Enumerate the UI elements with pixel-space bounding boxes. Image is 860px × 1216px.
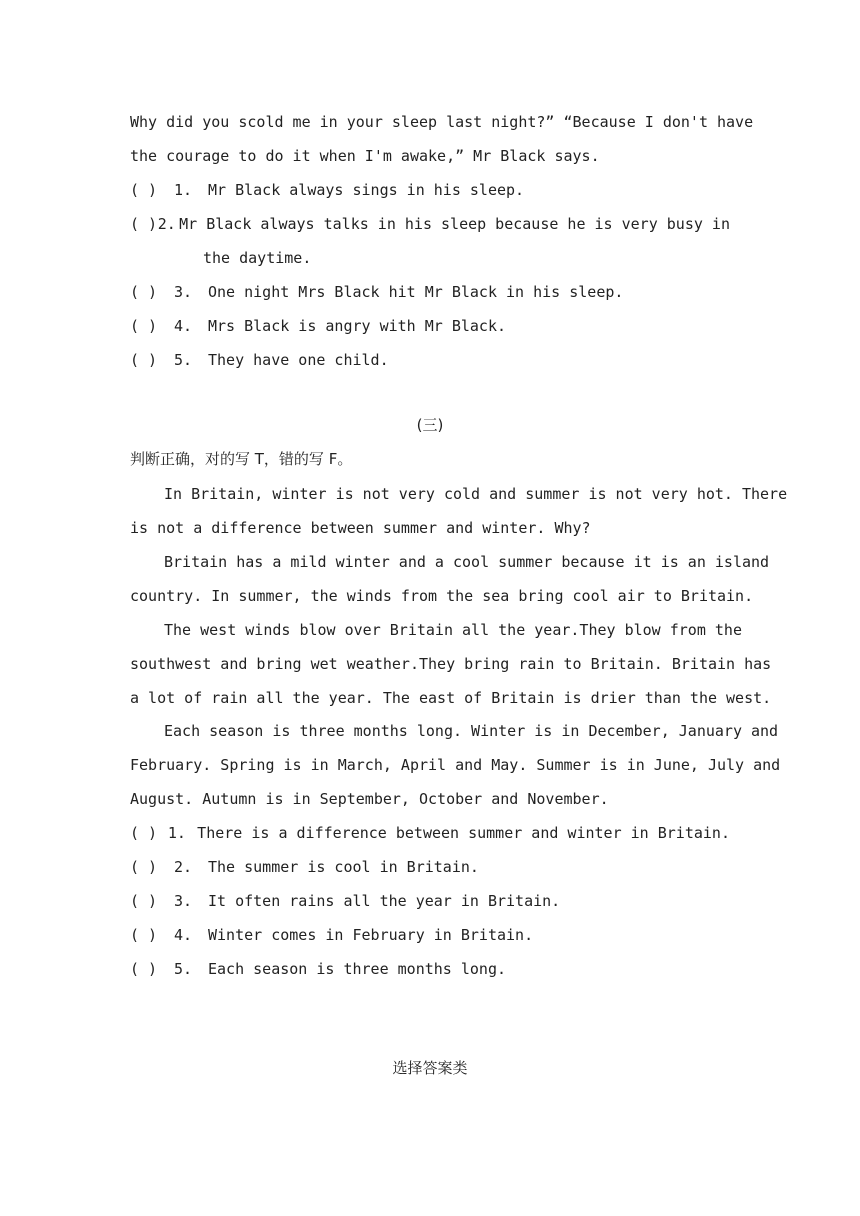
question-number: 3. [174, 892, 193, 910]
question-number: 2. [174, 858, 193, 876]
question-text: Each season is three months long. [208, 960, 507, 978]
section-heading: (三) [416, 416, 444, 434]
answer-bracket[interactable]: ( ) [130, 858, 158, 876]
answer-bracket[interactable]: ( ) [130, 215, 158, 233]
answer-bracket[interactable]: ( ) [130, 317, 158, 335]
paragraph-1-line-1: In Britain, winter is not very cold and summer is not very hot. There [164, 485, 788, 503]
passage2-question-2-continuation: the daytime. [203, 249, 312, 267]
section-instruction: 判断正确，对的写 T，错的写 F。 [130, 450, 353, 468]
question-number: 4. [174, 926, 193, 944]
question-number: 4. [174, 317, 193, 335]
answer-bracket[interactable]: ( ) [130, 351, 158, 369]
question-text: There is a difference between summer and winter in Britain. [197, 824, 730, 842]
section3-question-4 [130, 918, 730, 952]
question-text: Winter comes in February in Britain. [208, 926, 534, 944]
question-number: 5. [174, 351, 193, 369]
answer-bracket[interactable]: ( ) [130, 960, 158, 978]
section3-question-5 [130, 952, 730, 986]
passage2-question-5 [130, 343, 730, 377]
question-text: Mr Black always sings in his sleep. [208, 181, 525, 199]
answer-bracket[interactable]: ( ) [130, 926, 158, 944]
paragraph-3-line-3: a lot of rain all the year. The east of Britain is drier than the west. [130, 689, 772, 707]
footer-heading: 选择答案类 [392, 1059, 468, 1077]
passage2-line-1: Why did you scold me in your sleep last night?” “Because I don't have [130, 113, 754, 131]
question-text: It often rains all the year in Britain. [208, 892, 561, 910]
paragraph-2-line-1: Britain has a mild winter and a cool summer because it is an island [164, 553, 770, 571]
answer-bracket[interactable]: ( ) [130, 892, 158, 910]
passage2-question-1 [130, 173, 730, 207]
question-number: 1. [174, 181, 193, 199]
section3-question-3 [130, 884, 730, 918]
question-number: 2. [157, 215, 176, 233]
question-text: One night Mrs Black hit Mr Black in his sleep. [208, 283, 624, 301]
paragraph-4-line-3: August. Autumn is in September, October and November. [130, 790, 609, 808]
passage2-question-4 [130, 309, 730, 343]
answer-bracket[interactable]: ( ) [130, 181, 158, 199]
passage2-question-3 [130, 275, 730, 309]
question-number: 3. [174, 283, 193, 301]
question-text: Mr Black always talks in his sleep because he is very busy in [179, 215, 730, 233]
paragraph-4-line-2: February. Spring is in March, April and May. Summer is in June, July and [130, 756, 781, 774]
question-text: Mrs Black is angry with Mr Black. [208, 317, 507, 335]
paragraph-3-line-1: The west winds blow over Britain all the year.They blow from the [164, 621, 742, 639]
paragraph-4-line-1: Each season is three months long. Winter is in December, January and [164, 722, 779, 740]
question-text: They have one child. [208, 351, 389, 369]
paragraph-2-line-2: country. In summer, the winds from the sea bring cool air to Britain. [130, 587, 754, 605]
passage2-question-2 [130, 207, 730, 241]
section3-question-2 [130, 850, 730, 884]
passage2-line-2: the courage to do it when I'm awake,” Mr Black says. [130, 147, 600, 165]
question-number: 1. [167, 824, 186, 842]
paragraph-1-line-2: is not a difference between summer and winter. Why? [130, 519, 591, 537]
paragraph-3-line-2: southwest and bring wet weather.They bring rain to Britain. Britain has [130, 655, 772, 673]
answer-bracket[interactable]: ( ) [130, 824, 158, 842]
question-number: 5. [174, 960, 193, 978]
answer-bracket[interactable]: ( ) [130, 283, 158, 301]
section3-question-1 [130, 816, 730, 850]
question-text: The summer is cool in Britain. [208, 858, 479, 876]
